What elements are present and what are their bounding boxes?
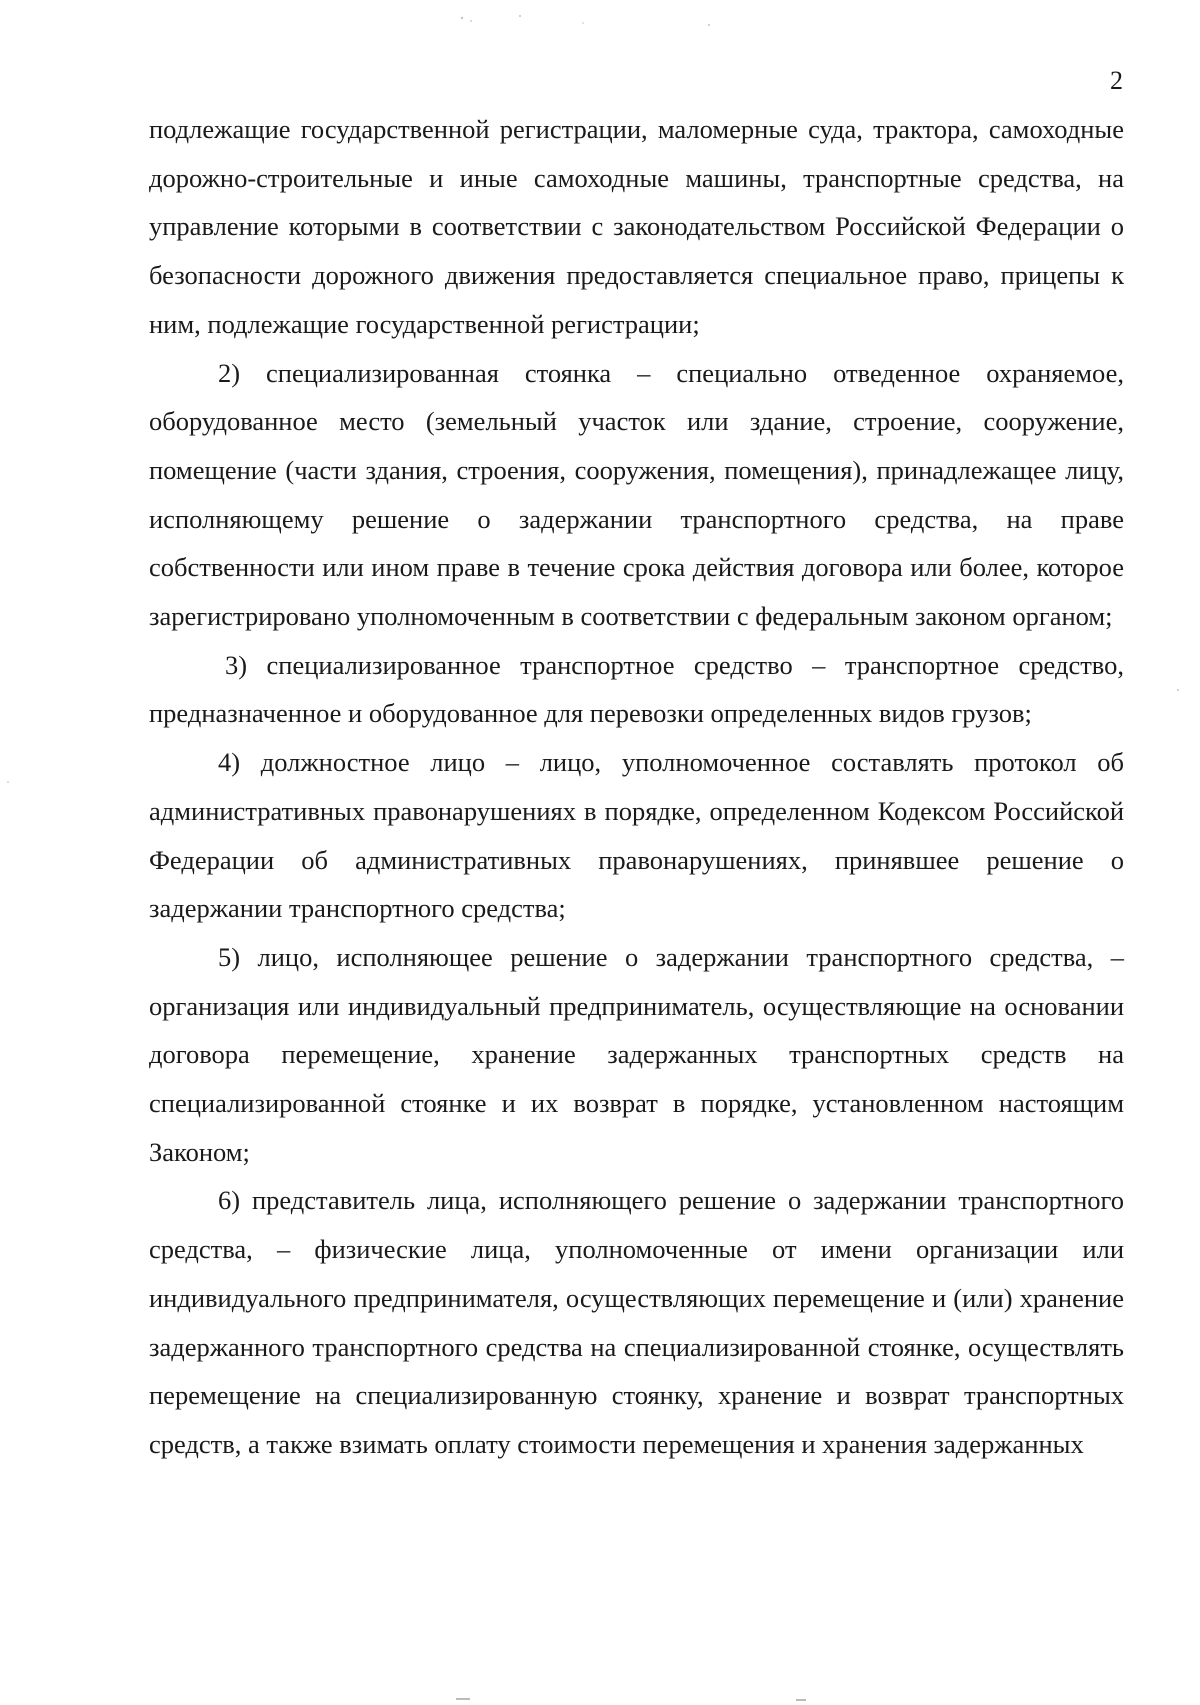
paragraph-2-specialized-parking: 2) специализированная стоянка – специально отведенное охраняемое, оборудованное место (земельный участок или здание, строение, сооружение, помещение (части здания, строения, сооружения, помещения), принадлежащее лицу, исполняющему решение о задержании транспортного средства, на праве собственности или ином праве в течение срока действия договора или более, которое зарегистрировано уполномоченным в соответствии с федеральным законом органом;	[149, 357, 1124, 632]
paragraph-6-representative: 6) представитель лица, исполняющего решение о задержании транспортного средства, – физические лица, уполномоченные от имени организации или индивидуального предпринимателя, осуществляющих перемещение и (или) хранение задержанного транспортного средства на специализированной стоянке, осуществлять перемещение на специализированную стоянку, хранение и возврат транспортных средств, а также взимать оплату стоимости перемещения и хранения задержанных	[149, 1185, 1124, 1459]
document-body	[149, 105, 1124, 1469]
paragraph-5-executor: 5) лицо, исполняющее решение о задержании транспортного средства, – организация или индивидуальный предприниматель, осуществляющие на основании договора перемещение, хранение задержанных транспортных средств на специализированной стоянке и их возврат в порядке, установленном настоящим Законом;	[149, 941, 1124, 1167]
page-number: 2	[1110, 66, 1123, 95]
paragraph-3-specialized-vehicle: 3) специализированное транспортное средство – транспортное средство, предназначенное и оборудованное для перевозки определенных видов грузов;	[149, 649, 1124, 729]
paragraph-1-continuation: подлежащие государственной регистрации, маломерные суда, трактора, самоходные дорожно-строительные и иные самоходные машины, транспортные средства, на управление которыми в соответствии с законодательством Российской Федерации о безопасности дорожного движения предоставляется специальное право, прицепы к ним, подлежащие государственной регистрации;	[149, 114, 1124, 339]
paragraph-4-official: 4) должностное лицо – лицо, уполномоченное составлять протокол об административных правонарушениях в порядке, определенном Кодексом Российской Федерации об административных правонарушениях, принявшее решение о задержании транспортного средства;	[149, 747, 1124, 924]
